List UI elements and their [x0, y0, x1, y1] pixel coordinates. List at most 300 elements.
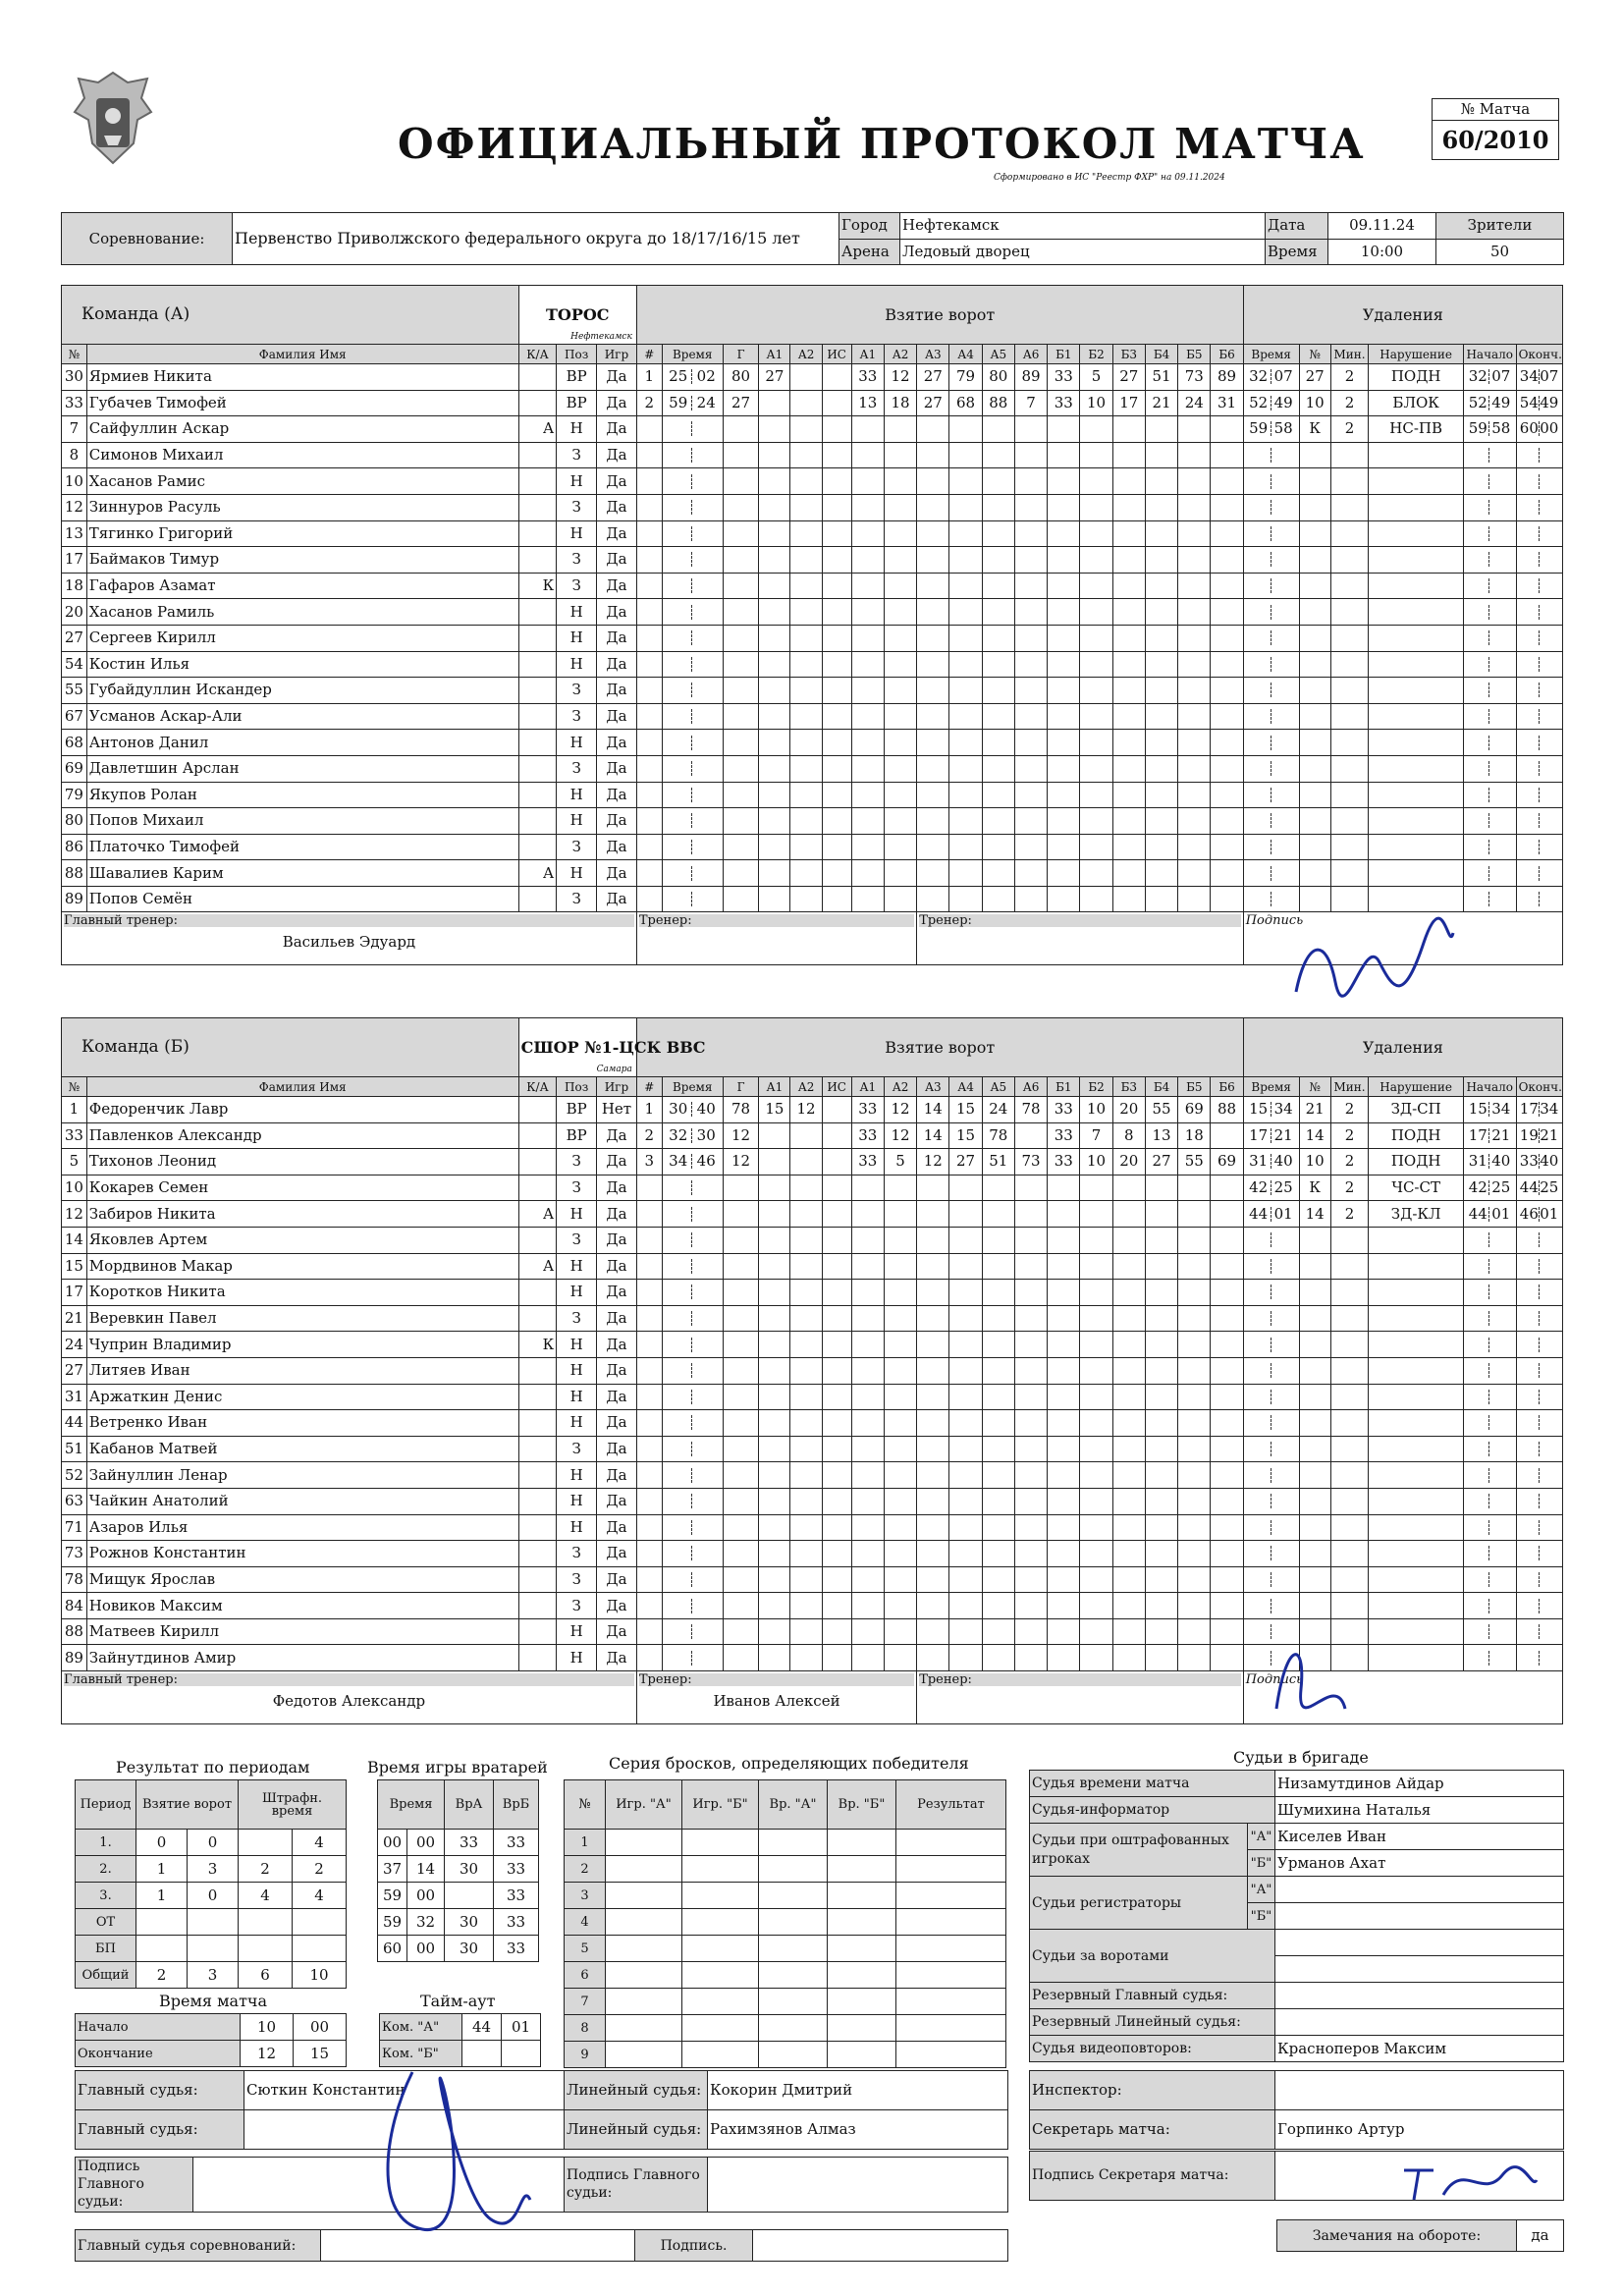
teamB-head-coach-cell	[62, 1671, 637, 1724]
goalie-sec: 00	[407, 1936, 445, 1962]
pen-violation	[1369, 1488, 1464, 1514]
goalie-b: 33	[494, 1909, 539, 1936]
goal-a2	[790, 755, 822, 782]
table-row	[62, 1227, 1563, 1253]
goal-on-ice-a	[949, 573, 982, 599]
pen-end-min	[1520, 1520, 1540, 1535]
player-name	[86, 1097, 518, 1123]
goal-on-ice-b: 20	[1112, 1097, 1145, 1123]
goal-scorer	[723, 755, 758, 782]
player-ka: К	[518, 1332, 557, 1358]
goal-on-ice-a	[1014, 1488, 1047, 1514]
goal-on-ice-b	[1080, 886, 1112, 912]
goal-index	[636, 547, 662, 574]
player-name-text: Веревкин Павел	[88, 1309, 217, 1328]
pen-start-min	[1467, 736, 1489, 750]
pen-end	[1516, 1514, 1562, 1541]
informer-value: Шумихина Наталья	[1275, 1797, 1564, 1824]
goal-on-ice-a	[982, 678, 1014, 704]
player-name-text: Чуприн Владимир	[88, 1335, 232, 1353]
goal-on-ice-a	[1014, 1175, 1047, 1201]
goal-time	[662, 364, 723, 391]
goal-on-ice-a	[949, 442, 982, 468]
player-ka	[518, 1410, 557, 1437]
goal-on-ice-a	[851, 886, 884, 912]
goal-on-ice-a	[949, 834, 982, 860]
player-name-text: Тихонов Леонид	[88, 1152, 217, 1171]
shootout-cell	[682, 1856, 759, 1883]
pen-start	[1463, 1305, 1516, 1332]
goal-time-min	[665, 1180, 692, 1195]
goalie-b: 33	[494, 1883, 539, 1909]
goal-on-ice-b	[1080, 651, 1112, 678]
goal-on-ice-a	[982, 1645, 1014, 1671]
periods-table	[75, 1779, 347, 1989]
goal-on-ice-a	[851, 782, 884, 808]
player-pos: З	[557, 834, 597, 860]
player-number: 51	[62, 1436, 87, 1462]
goal-is	[822, 730, 851, 756]
goal-time	[662, 1357, 723, 1384]
teamA-col-header: Поз	[557, 345, 597, 364]
period-goals-b: 3	[188, 1856, 239, 1883]
goal-a2	[790, 390, 822, 416]
goal-on-ice-a: 13	[851, 390, 884, 416]
period-label: Общий	[76, 1962, 136, 1989]
pen-minutes	[1330, 703, 1369, 730]
goal-on-ice-b	[1048, 1488, 1080, 1514]
city-value: Нефтекамск	[900, 213, 1266, 240]
pen-end-min: 17	[1519, 1100, 1539, 1119]
goal-time-min	[665, 761, 692, 776]
period-goals-a	[136, 1909, 188, 1936]
player-play: Да	[597, 808, 637, 835]
goal-on-ice-b	[1112, 886, 1145, 912]
pen-start-min: 31	[1467, 1154, 1489, 1169]
pen-end	[1516, 1436, 1562, 1462]
pen-start-min	[1467, 1546, 1489, 1560]
player-pos: З	[557, 547, 597, 574]
player-ka: А	[518, 1253, 557, 1280]
player-name-text: Давлетшин Арслан	[88, 759, 240, 778]
goal-on-ice-b	[1178, 1462, 1211, 1489]
player-name-text: Губачев Тимофей	[88, 393, 227, 411]
goal-on-ice-b	[1080, 1618, 1112, 1645]
pen-start	[1463, 573, 1516, 599]
teamB-col-header: Б2	[1080, 1077, 1112, 1097]
player-name	[86, 1305, 518, 1332]
pen-time-min	[1247, 1415, 1271, 1430]
player-pos: Н	[557, 625, 597, 651]
player-pos: З	[557, 1175, 597, 1201]
player-number: 71	[62, 1514, 87, 1541]
goal-on-ice-a	[851, 678, 884, 704]
shootout-cell	[828, 1883, 896, 1909]
pen-minutes	[1330, 1488, 1369, 1514]
goalie-a: 30	[445, 1936, 494, 1962]
goal-time-min	[665, 1285, 692, 1299]
goal-on-ice-b	[1211, 703, 1243, 730]
player-play: Да	[597, 1645, 637, 1671]
goal-on-ice-a	[1014, 1514, 1047, 1541]
goal-time-min	[665, 736, 692, 750]
teamA-col-header: Мин.	[1330, 345, 1369, 364]
pen-start-min	[1467, 500, 1489, 515]
period-pen-a	[239, 1830, 293, 1856]
pen-end	[1516, 1253, 1562, 1280]
goal-on-ice-b	[1080, 573, 1112, 599]
goal-on-ice-a	[917, 494, 949, 520]
pen-end-min	[1520, 552, 1540, 567]
player-pos: З	[557, 1566, 597, 1593]
table-row	[62, 1436, 1563, 1462]
goal-on-ice-b	[1048, 1566, 1080, 1593]
period-goals-a: 0	[136, 1830, 188, 1856]
player-number: 12	[62, 1201, 87, 1228]
player-name	[86, 468, 518, 495]
goal-time-min	[665, 1624, 692, 1639]
pen-player	[1299, 547, 1330, 574]
goal-on-ice-a: 27	[949, 1149, 982, 1175]
goal-on-ice-a	[949, 755, 982, 782]
goal-on-ice-a	[884, 1514, 916, 1541]
goal-on-ice-b	[1112, 1201, 1145, 1228]
goal-a1	[759, 1645, 790, 1671]
goal-on-ice-a	[1014, 599, 1047, 626]
goal-on-ice-a	[982, 1436, 1014, 1462]
player-pos: Н	[557, 1618, 597, 1645]
table-row	[565, 2042, 1006, 2068]
goal-is	[822, 755, 851, 782]
player-name	[86, 1462, 518, 1489]
timekeeper-value: Низамутдинов Айдар	[1275, 1771, 1564, 1797]
goal-time-min	[665, 1259, 692, 1274]
player-play: Нет	[597, 1097, 637, 1123]
goal-is	[822, 651, 851, 678]
pen-time-min	[1247, 1311, 1271, 1326]
player-pos: ВР	[557, 1097, 597, 1123]
player-number: 10	[62, 1175, 87, 1201]
pen-time	[1243, 1462, 1299, 1489]
goal-on-ice-b: 8	[1112, 1122, 1145, 1149]
goal-a1	[759, 573, 790, 599]
goal-time	[662, 1201, 723, 1228]
pen-start	[1463, 1514, 1516, 1541]
pen-end	[1516, 1384, 1562, 1410]
goal-is	[822, 390, 851, 416]
pen-time	[1243, 547, 1299, 574]
goal-time	[662, 1175, 723, 1201]
pen-start-min	[1467, 1390, 1489, 1404]
goal-on-ice-a	[917, 651, 949, 678]
pen-start-min	[1467, 683, 1489, 697]
goal-time	[662, 1541, 723, 1567]
goal-on-ice-a	[949, 651, 982, 678]
goal-on-ice-b	[1145, 703, 1177, 730]
pen-start-sec: 58	[1491, 419, 1511, 438]
player-name-text: Хасанов Рамис	[88, 471, 206, 490]
goal-on-ice-a	[884, 1332, 916, 1358]
goal-is	[822, 1462, 851, 1489]
goal-on-ice-b	[1145, 494, 1177, 520]
pen-player	[1299, 1305, 1330, 1332]
pen-player	[1299, 834, 1330, 860]
line-ref-1: Кокорин Дмитрий	[708, 2071, 1008, 2110]
goal-is	[822, 1332, 851, 1358]
goal-time-min	[665, 1415, 692, 1430]
goal-on-ice-b: 33	[1048, 390, 1080, 416]
period-label: БП	[76, 1936, 136, 1962]
shootout-cell	[759, 1989, 828, 2015]
goal-on-ice-a	[982, 1488, 1014, 1514]
goal-on-ice-a: 27	[917, 364, 949, 391]
pen-time-min	[1247, 1232, 1271, 1247]
player-pos: З	[557, 678, 597, 704]
goal-on-ice-b	[1211, 755, 1243, 782]
goal-index	[636, 1462, 662, 1489]
goal-on-ice-b	[1048, 625, 1080, 651]
goal-a2	[790, 886, 822, 912]
pen-violation	[1369, 442, 1464, 468]
pen-start-min	[1467, 813, 1489, 828]
player-name	[86, 834, 518, 860]
goal-on-ice-b: 33	[1048, 1122, 1080, 1149]
goal-on-ice-a	[949, 599, 982, 626]
player-pos: Н	[557, 1201, 597, 1228]
goal-on-ice-b	[1178, 834, 1211, 860]
goal-time	[662, 599, 723, 626]
goal-on-ice-b	[1145, 1175, 1177, 1201]
goal-time	[662, 1280, 723, 1306]
pen-time	[1243, 520, 1299, 547]
goal-is	[822, 494, 851, 520]
goal-on-ice-b	[1048, 886, 1080, 912]
goal-on-ice-b	[1048, 834, 1080, 860]
goal-on-ice-a	[917, 1332, 949, 1358]
goal-on-ice-a	[982, 703, 1014, 730]
goal-on-ice-a	[949, 1618, 982, 1645]
goal-time	[662, 1227, 723, 1253]
signatures-table	[75, 2157, 1008, 2213]
secretary-value: Горпинко Артур	[1275, 2110, 1564, 2150]
player-number: 21	[62, 1305, 87, 1332]
pen-violation	[1369, 573, 1464, 599]
table-row	[62, 730, 1563, 756]
goal-on-ice-a	[884, 520, 916, 547]
player-name	[86, 520, 518, 547]
goal-time-min: 34	[665, 1154, 692, 1169]
goal-on-ice-b	[1048, 1618, 1080, 1645]
goal-on-ice-a	[851, 1514, 884, 1541]
goal-is	[822, 1488, 851, 1514]
goal-on-ice-a	[851, 520, 884, 547]
goal-index	[636, 1436, 662, 1462]
goal-on-ice-a: 51	[982, 1149, 1014, 1175]
goal-on-ice-b	[1145, 442, 1177, 468]
sig-secretary-label: Подпись Секретаря матча:	[1030, 2152, 1275, 2201]
player-name	[86, 1122, 518, 1149]
table-row	[76, 1883, 347, 1909]
goal-a2	[790, 1305, 822, 1332]
player-ka	[518, 1357, 557, 1384]
goal-time	[662, 468, 723, 495]
player-pos: Н	[557, 1332, 597, 1358]
goal-on-ice-a	[917, 782, 949, 808]
player-play: Да	[597, 599, 637, 626]
table-row	[76, 1936, 347, 1962]
goal-on-ice-b	[1112, 808, 1145, 835]
table-row	[565, 1830, 1006, 1856]
goal-a1	[759, 1227, 790, 1253]
shootout-cell	[682, 1883, 759, 1909]
goal-on-ice-b	[1211, 1541, 1243, 1567]
goal-time	[662, 1436, 723, 1462]
pen-time-min: 42	[1247, 1180, 1271, 1195]
table-row	[62, 678, 1563, 704]
goal-on-ice-a	[949, 520, 982, 547]
shootout-cell	[606, 2015, 682, 2042]
player-pos: З	[557, 573, 597, 599]
goal-on-ice-a	[949, 625, 982, 651]
pen-minutes	[1330, 1253, 1369, 1280]
pen-start	[1463, 547, 1516, 574]
goal-on-ice-a	[917, 1357, 949, 1384]
period-label: ОТ	[76, 1909, 136, 1936]
pen-player	[1299, 1488, 1330, 1514]
player-number: 80	[62, 808, 87, 835]
pen-start	[1463, 442, 1516, 468]
goal-a1	[759, 1593, 790, 1619]
goal-a2	[790, 834, 822, 860]
goal-on-ice-b	[1048, 1357, 1080, 1384]
goal-time	[662, 1149, 723, 1175]
player-number: 79	[62, 782, 87, 808]
pen-start	[1463, 782, 1516, 808]
player-number: 73	[62, 1541, 87, 1567]
goal-time-min	[665, 709, 692, 724]
pen-end-min	[1520, 526, 1540, 541]
goal-index	[636, 1541, 662, 1567]
goal-scorer: 12	[723, 1122, 758, 1149]
goal-on-ice-b	[1145, 1384, 1177, 1410]
pen-time	[1243, 1514, 1299, 1541]
pen-time	[1243, 1541, 1299, 1567]
teamA-col-header: Б1	[1048, 345, 1080, 364]
match-time-title: Время матча	[159, 1992, 268, 2010]
goal-on-ice-b	[1112, 1436, 1145, 1462]
pen-violation: ПОДН	[1369, 1149, 1464, 1175]
pen-time-min	[1247, 1285, 1271, 1299]
pen-start-min	[1467, 840, 1489, 854]
goal-on-ice-a	[982, 547, 1014, 574]
pen-minutes	[1330, 834, 1369, 860]
shootout-cell	[682, 1909, 759, 1936]
goal-on-ice-a	[917, 730, 949, 756]
player-name	[86, 1488, 518, 1514]
pen-time-min	[1247, 761, 1271, 776]
teamB-col-header: Г	[723, 1077, 758, 1097]
goal-index	[636, 808, 662, 835]
goal-on-ice-a	[1014, 1645, 1047, 1671]
goal-scorer	[723, 1384, 758, 1410]
table-row	[62, 808, 1563, 835]
teamB-col-header: К/А	[518, 1077, 557, 1097]
pen-start-min	[1467, 1232, 1489, 1247]
goal-time	[662, 1332, 723, 1358]
player-number: 69	[62, 755, 87, 782]
pen-player	[1299, 625, 1330, 651]
goal-on-ice-b	[1145, 1541, 1177, 1567]
player-ka	[518, 1645, 557, 1671]
period-goals-b: 3	[188, 1962, 239, 1989]
player-name	[86, 1410, 518, 1437]
goal-on-ice-a	[917, 1541, 949, 1567]
pen-violation	[1369, 834, 1464, 860]
registrar-b-value	[1275, 1903, 1564, 1930]
goal-on-ice-b	[1145, 416, 1177, 443]
goal-on-ice-b	[1048, 782, 1080, 808]
pen-end	[1516, 1357, 1562, 1384]
pen-end-sec: 00	[1540, 419, 1559, 438]
pen-start-min	[1467, 709, 1489, 724]
period-label: 2.	[76, 1856, 136, 1883]
player-number: 5	[62, 1149, 87, 1175]
pen-violation: ПОДН	[1369, 364, 1464, 391]
pen-violation	[1369, 1357, 1464, 1384]
shootout-no: 5	[565, 1936, 606, 1962]
pen-player	[1299, 678, 1330, 704]
goal-on-ice-b	[1048, 442, 1080, 468]
goal-scorer	[723, 1618, 758, 1645]
goal-on-ice-b: 24	[1178, 390, 1211, 416]
goal-on-ice-a	[949, 468, 982, 495]
player-name-text: Зайнуллин Ленар	[88, 1465, 228, 1484]
player-play: Да	[597, 1201, 637, 1228]
pen-end-min	[1520, 892, 1540, 906]
goal-on-ice-b: 10	[1080, 390, 1112, 416]
pen-minutes	[1330, 1305, 1369, 1332]
teamA-col-header: Нарушение	[1369, 345, 1464, 364]
goal-index	[636, 1253, 662, 1280]
pen-player: К	[1299, 416, 1330, 443]
teamB-col-header: Начало	[1463, 1077, 1516, 1097]
player-pos: Н	[557, 520, 597, 547]
pen-time	[1243, 1097, 1299, 1123]
goal-on-ice-b	[1080, 1332, 1112, 1358]
pen-end-min: 46	[1519, 1204, 1539, 1223]
secretary-label: Секретарь матча:	[1030, 2110, 1275, 2150]
goal-a2	[790, 1149, 822, 1175]
table-row	[565, 2015, 1006, 2042]
goal-on-ice-a	[884, 1593, 916, 1619]
goal-on-ice-a	[982, 494, 1014, 520]
pen-time	[1243, 730, 1299, 756]
pen-end	[1516, 599, 1562, 626]
goal-on-ice-a	[884, 1305, 916, 1332]
pen-time-min	[1247, 630, 1271, 645]
sig-main-label-1: Подпись Главного судьи:	[76, 2158, 193, 2213]
table-row	[62, 1410, 1563, 1437]
teamB-col-header: Б4	[1145, 1077, 1177, 1097]
goal-a1: 15	[759, 1097, 790, 1123]
goal-on-ice-b	[1211, 1488, 1243, 1514]
goal-is	[822, 678, 851, 704]
goal-on-ice-b	[1048, 860, 1080, 887]
goal-on-ice-b	[1211, 1280, 1243, 1306]
table-row	[62, 520, 1563, 547]
teamB-col-header: А5	[982, 1077, 1014, 1097]
pen-start-min	[1467, 788, 1489, 802]
